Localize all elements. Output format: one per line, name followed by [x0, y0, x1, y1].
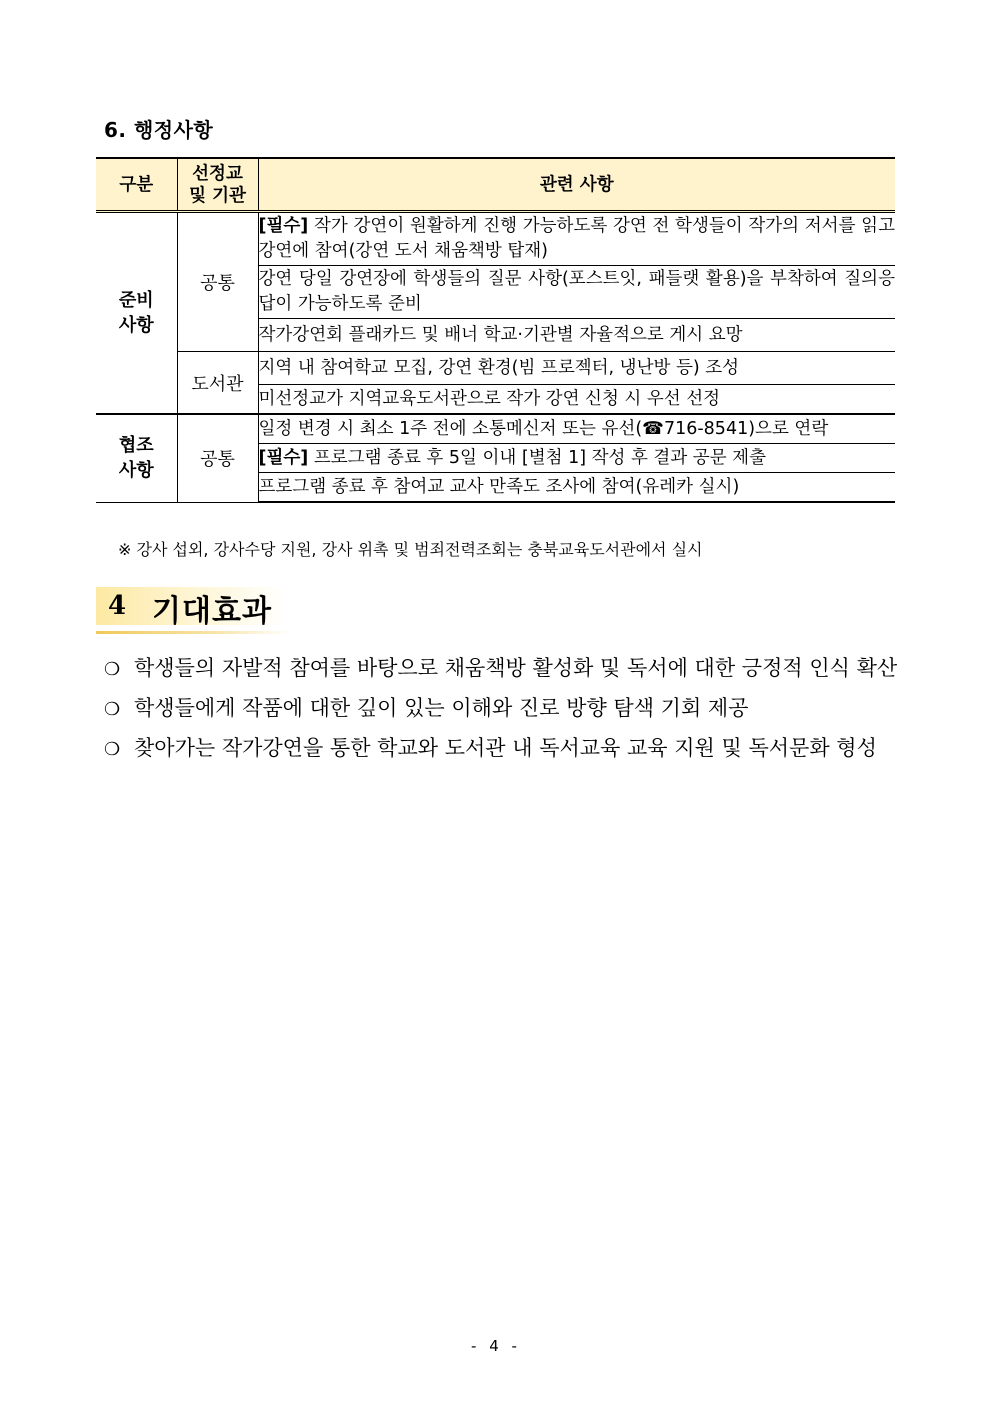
header-org-line2: 및 기관 — [189, 185, 246, 206]
coop-item-3: 프로그램 종료 후 참여교 교사 만족도 조사에 참여(유레카 실시) — [258, 473, 895, 503]
circle-bullet-icon: ❍ — [104, 699, 121, 720]
org-prep-library: 도서관 — [177, 352, 258, 415]
category-prep-line1: 준비 — [118, 290, 154, 311]
list-item — [104, 692, 904, 732]
circle-bullet-icon: ❍ — [104, 739, 121, 760]
required-tag: [필수] — [258, 216, 309, 236]
coop-item-1: 일정 변경 시 최소 1주 전에 소통메신저 또는 유선(☎716-8541)으로 연락 — [258, 414, 895, 444]
coop-item-2 — [258, 444, 895, 473]
effects-list — [104, 652, 904, 772]
table-header-row — [96, 158, 895, 212]
prep-item-3: 작가강연회 플래카드 및 배너 학교·기관별 자율적으로 게시 요망 — [258, 319, 895, 352]
list-item — [104, 652, 904, 692]
header-category: 구분 — [96, 158, 177, 212]
effect-text: 찾아가는 작가강연을 통한 학교와 도서관 내 독서교육 교육 지원 및 독서문화 형성 — [134, 736, 877, 760]
coop-item-2-text: 프로그램 종료 후 5일 이내 [별첨 1] 작성 후 결과 공문 제출 — [308, 447, 766, 468]
header-org-line1: 선정교 — [192, 163, 243, 184]
table-row — [96, 414, 895, 444]
category-coop — [96, 414, 177, 502]
effect-text: 학생들의 자발적 참여를 바탕으로 채움책방 활성화 및 독서에 대한 긍정적 인식 확산 — [134, 656, 898, 680]
circle-bullet-icon: ❍ — [104, 659, 121, 680]
category-coop-line2: 사항 — [118, 460, 154, 482]
page-number: - 4 - — [471, 1337, 521, 1355]
list-item — [104, 732, 904, 772]
category-coop-line1: 협조 — [118, 435, 154, 457]
header-details: 관련 사항 — [258, 158, 895, 212]
section-title: 기대효과 — [152, 594, 272, 629]
org-prep-common: 공통 — [177, 212, 258, 352]
category-prep — [96, 212, 177, 415]
table-note: ※ 강사 섭외, 강사수당 지원, 강사 위촉 및 범죄전력조회는 충북교육도서관에서 실시 — [118, 540, 703, 559]
prep-item-4: 지역 내 참여학교 모집, 강연 환경(빔 프로젝터, 냉난방 등) 조성 — [258, 352, 895, 385]
prep-item-2: 강연 당일 강연장에 학생들의 질문 사항(포스트잇, 패들랫 활용)을 부착하여 질의응답이 가능하도록 준비 — [258, 266, 895, 319]
admin-table — [96, 157, 895, 503]
prep-item-1 — [258, 212, 895, 266]
prep-item-5: 미선정교가 지역교육도서관으로 작가 강연 신청 시 우선 선정 — [258, 385, 895, 415]
effect-text: 학생들에게 작품에 대한 깊이 있는 이해와 진로 방향 탐색 기회 제공 — [134, 696, 749, 720]
prep-item-1-text: 작가 강연이 원활하게 진행 가능하도록 강연 전 학생들이 작가의 저서를 읽고 강연에 참여(강연 도서 채움책방 탑재) — [258, 216, 895, 261]
section-heading: 6. 행정사항 — [104, 118, 214, 142]
org-coop-common: 공통 — [177, 414, 258, 502]
section-number: 4 — [108, 591, 127, 621]
header-org — [177, 158, 258, 212]
category-prep-line2: 사항 — [118, 315, 154, 336]
band-underline — [96, 631, 291, 634]
table-row — [96, 212, 895, 266]
table-row — [96, 352, 895, 385]
required-tag: [필수] — [258, 447, 309, 468]
